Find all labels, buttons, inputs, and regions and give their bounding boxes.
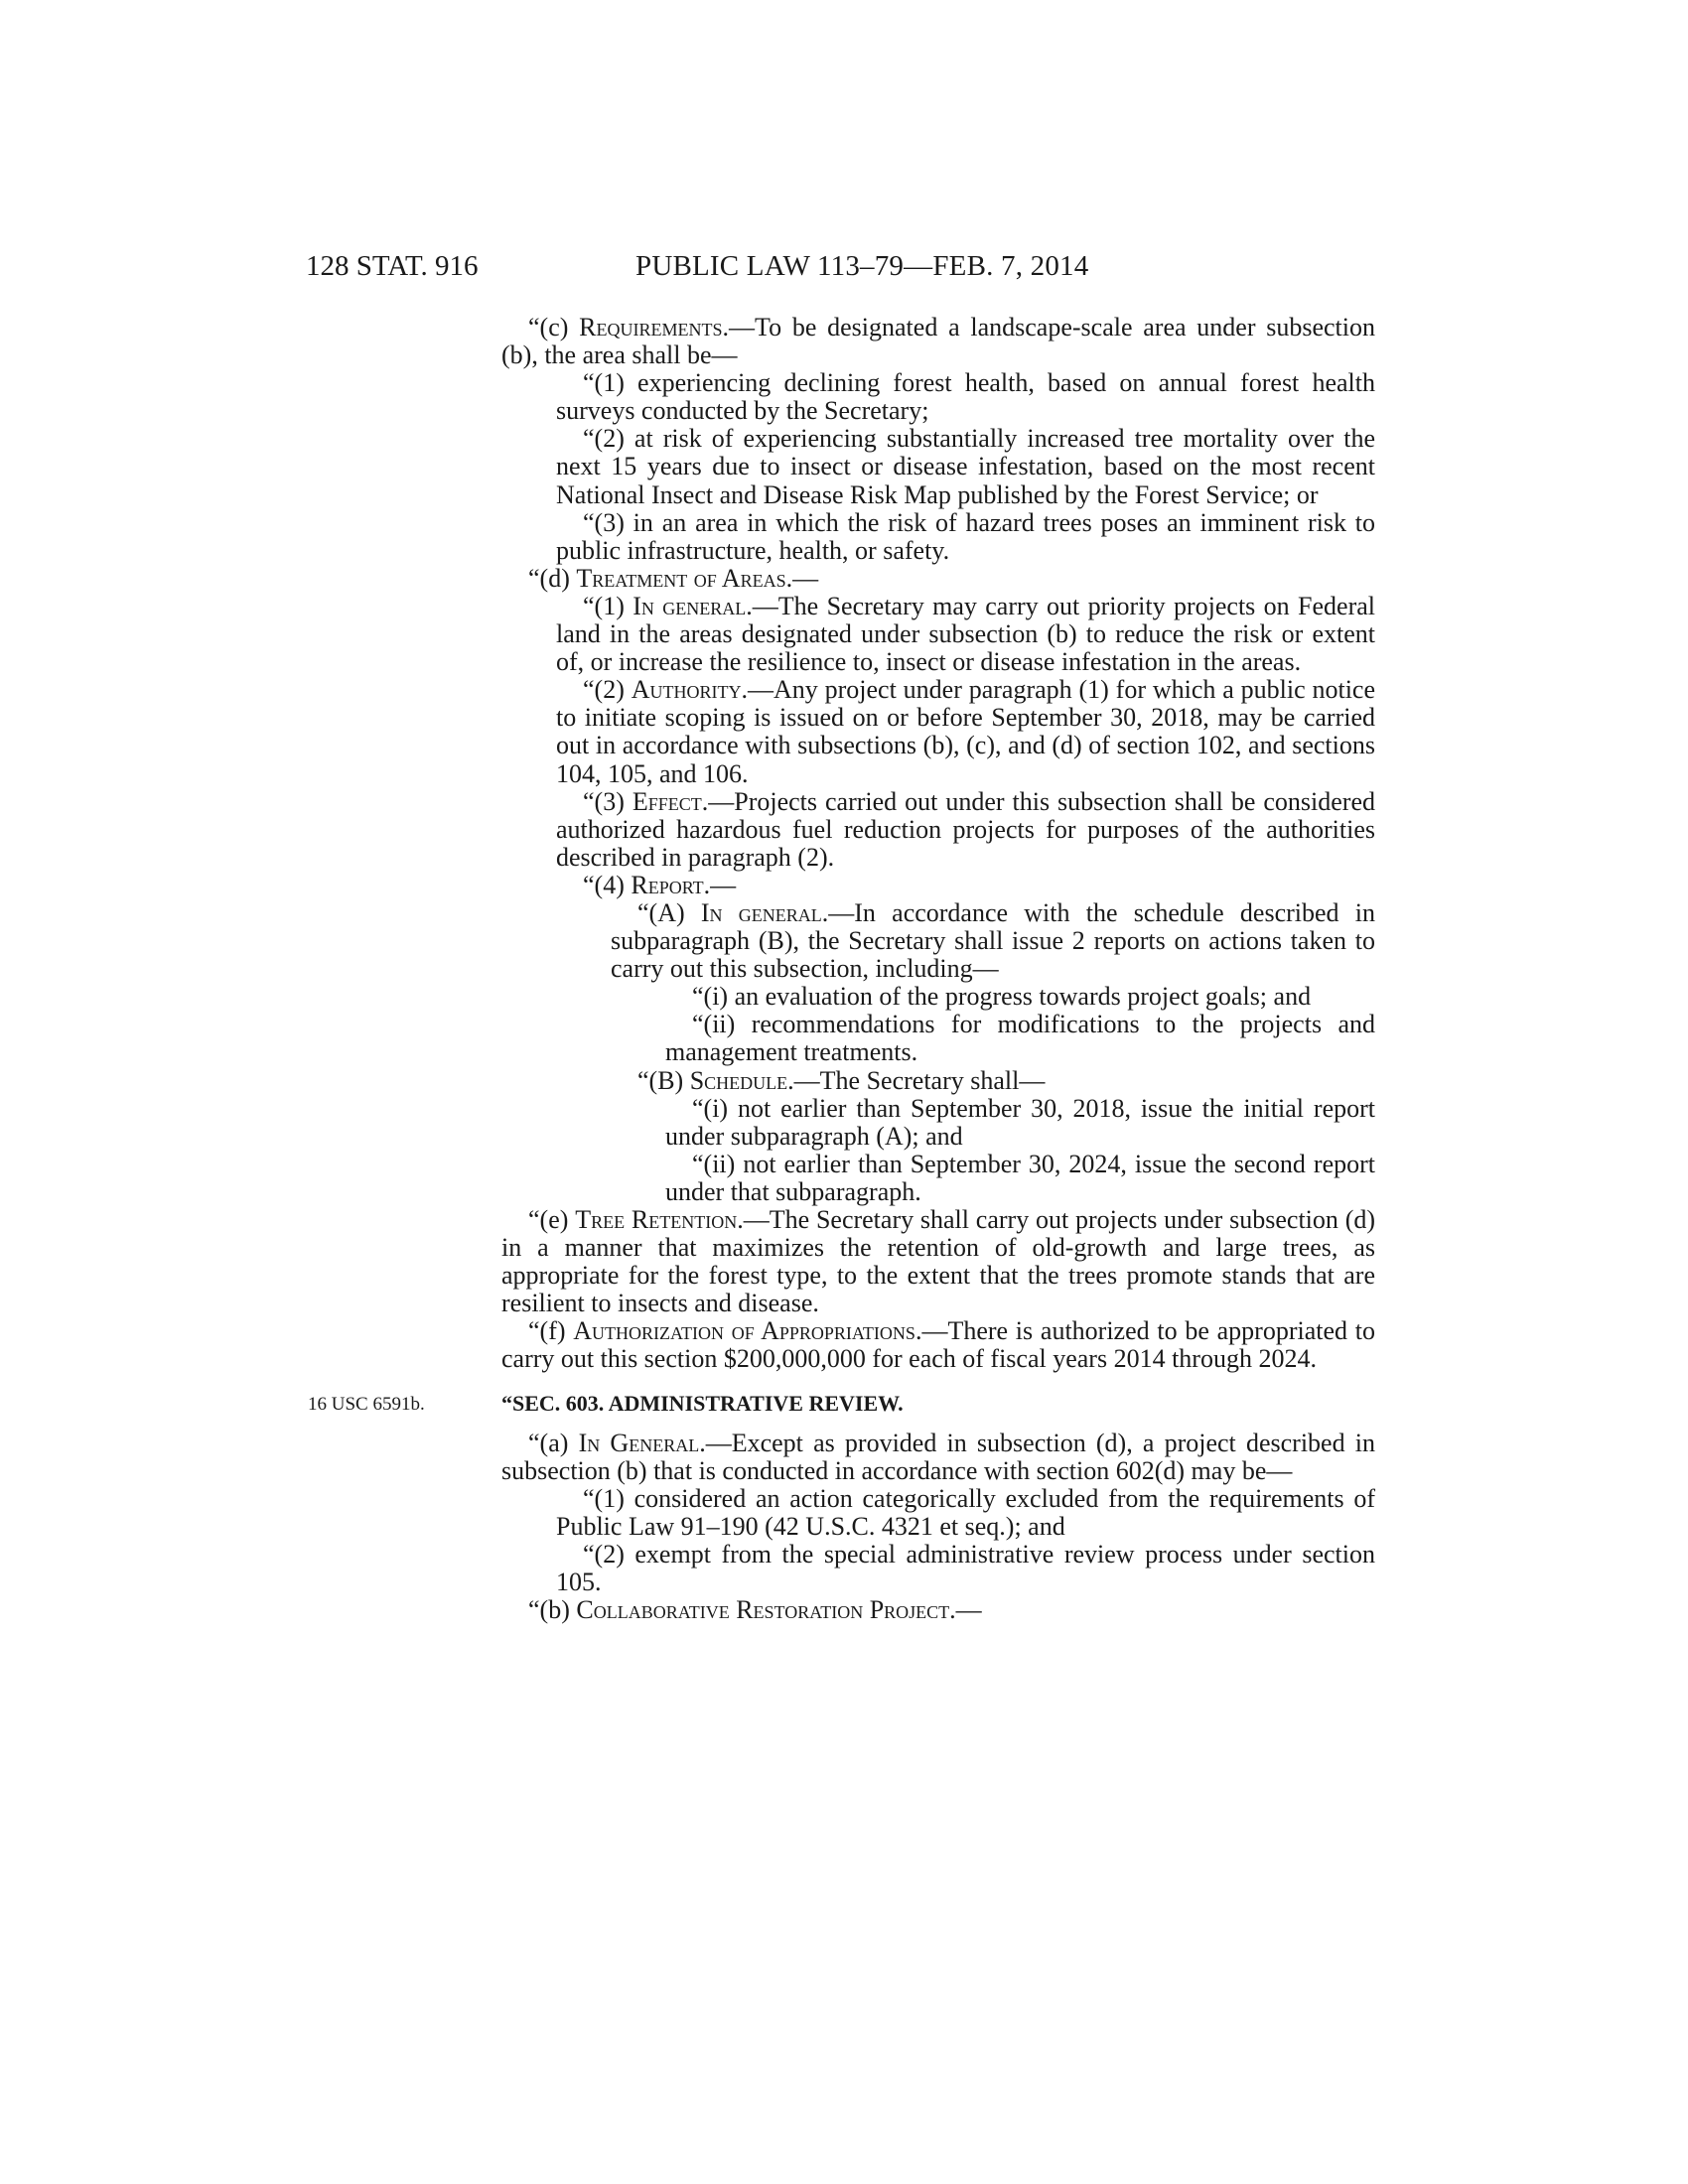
section-603-paragraph-a2: “(2) exempt from the special administrative review process under section 105. <box>556 1539 1375 1597</box>
paragraph-d1: “(1) In general.—The Secretary may carry out priority projects on Federal land in the areas designated under subsection (b) to reduce the risk or extent of, or increase the resilience to, insect or disease infestation in the areas. <box>556 591 1376 677</box>
subsection-e: “(e) Tree Retention.—The Secretary shall carry out projects under subsection (d) in a manner that maximizes the retention of old-growth and large trees, as appropriate for the forest type, to the extent that the trees promote stands that are resilient to insects and disease. <box>501 1205 1376 1318</box>
subsection-heading: Tree Retention <box>575 1205 738 1234</box>
margin-citation: 16 USC 6591b. <box>308 1393 425 1415</box>
section-603-paragraph-a1: “(1) considered an action categorically excluded from the requirements of Public Law 91–190 (42 U.S.C. 4321 et seq.); and <box>556 1483 1375 1541</box>
paragraph-d3: “(3) Effect.—Projects carried out under this subsection shall be considered authorized hazardous fuel reduction projects for purposes of the authorities described in paragraph (2). <box>556 786 1375 872</box>
paragraph-heading: Report <box>631 870 704 899</box>
subsection-heading: Treatment of Areas <box>576 563 786 593</box>
paragraph-c2: “(2) at risk of experiencing substantially increased tree mortality over the next 15 years due to insect or disease infestation, based on the most recent National Insect and Disease Risk Map published by the Forest Service; or <box>556 424 1375 509</box>
paragraph-d2: “(2) Authority.—Any project under paragraph (1) for which a public notice to initiate scoping is issued on or before September 30, 2018, may be carried out in accordance with subsections (b), (c), and (d) of section 102, and sections 104, 105, and 106. <box>556 675 1376 788</box>
subsection-heading: Requirements <box>579 313 723 341</box>
subsection-d: “(d) Treatment of Areas.— <box>528 563 819 593</box>
subsection-heading: Authorization of Appropriations <box>573 1316 915 1346</box>
paragraph-heading: In general <box>633 591 747 620</box>
subparagraph-heading: Schedule <box>689 1065 788 1095</box>
clause-d4b-ii: “(ii) not earlier than September 30, 2024, issue the second report under that subparagraph. <box>665 1149 1375 1206</box>
clause-d4b-i: “(i) not earlier than September 30, 2018, issue the initial report under subparagraph (A); and <box>665 1093 1375 1151</box>
section-603-heading <box>308 1390 1375 1418</box>
clause-d4a-ii: “(ii) recommendations for modifications to the projects and management treatments. <box>665 1010 1375 1067</box>
law-title: PUBLIC LAW 113–79—FEB. 7, 2014 <box>635 250 1089 282</box>
section-603-subsection-b: “(b) Collaborative Restoration Project.— <box>528 1595 982 1625</box>
section-603-subsection-a: “(a) In General.—Except as provided in subsection (d), a project described in subsection (b) that is conducted in accordance with section 602(d) may be— <box>501 1428 1375 1485</box>
subparagraph-d4a: “(A) In general.—In accordance with the schedule described in subparagraph (B), the Secretary shall issue 2 reports on actions taken to carry out this subsection, including— <box>611 897 1375 984</box>
subparagraph-d4b: “(B) Schedule.—The Secretary shall— <box>637 1065 1046 1095</box>
clause-d4a-i: “(i) an evaluation of the progress towards project goals; and <box>692 982 1312 1012</box>
paragraph-d4: “(4) Report.— <box>583 870 737 899</box>
stat-reference: 128 STAT. 916 <box>306 250 479 282</box>
subsection-f: “(f) Authorization of Appropriations.—There is authorized to be appropriated to carry out this section $200,000,000 for each of fiscal years 2014 through 2024. <box>501 1316 1376 1374</box>
subparagraph-heading: In general <box>700 897 822 927</box>
paragraph-heading: Effect <box>632 786 702 816</box>
paragraph-heading: Authority <box>631 675 742 705</box>
subsection-c: “(c) Requirements.—To be designated a landscape-scale area under subsection (b), the area shall be— <box>501 313 1376 370</box>
statute-body <box>308 313 1376 1625</box>
page-header <box>0 246 1688 286</box>
paragraph-c1: “(1) experiencing declining forest health, based on annual forest health surveys conducted by the Secretary; <box>556 368 1375 426</box>
subsection-heading: Collaborative Restoration Project <box>576 1595 950 1625</box>
subsection-heading: In General <box>578 1428 700 1457</box>
section-title: “SEC. 603. ADMINISTRATIVE REVIEW. <box>501 1390 904 1416</box>
paragraph-c3: “(3) in an area in which the risk of hazard trees poses an imminent risk to public infrastructure, health, or safety. <box>556 507 1375 565</box>
